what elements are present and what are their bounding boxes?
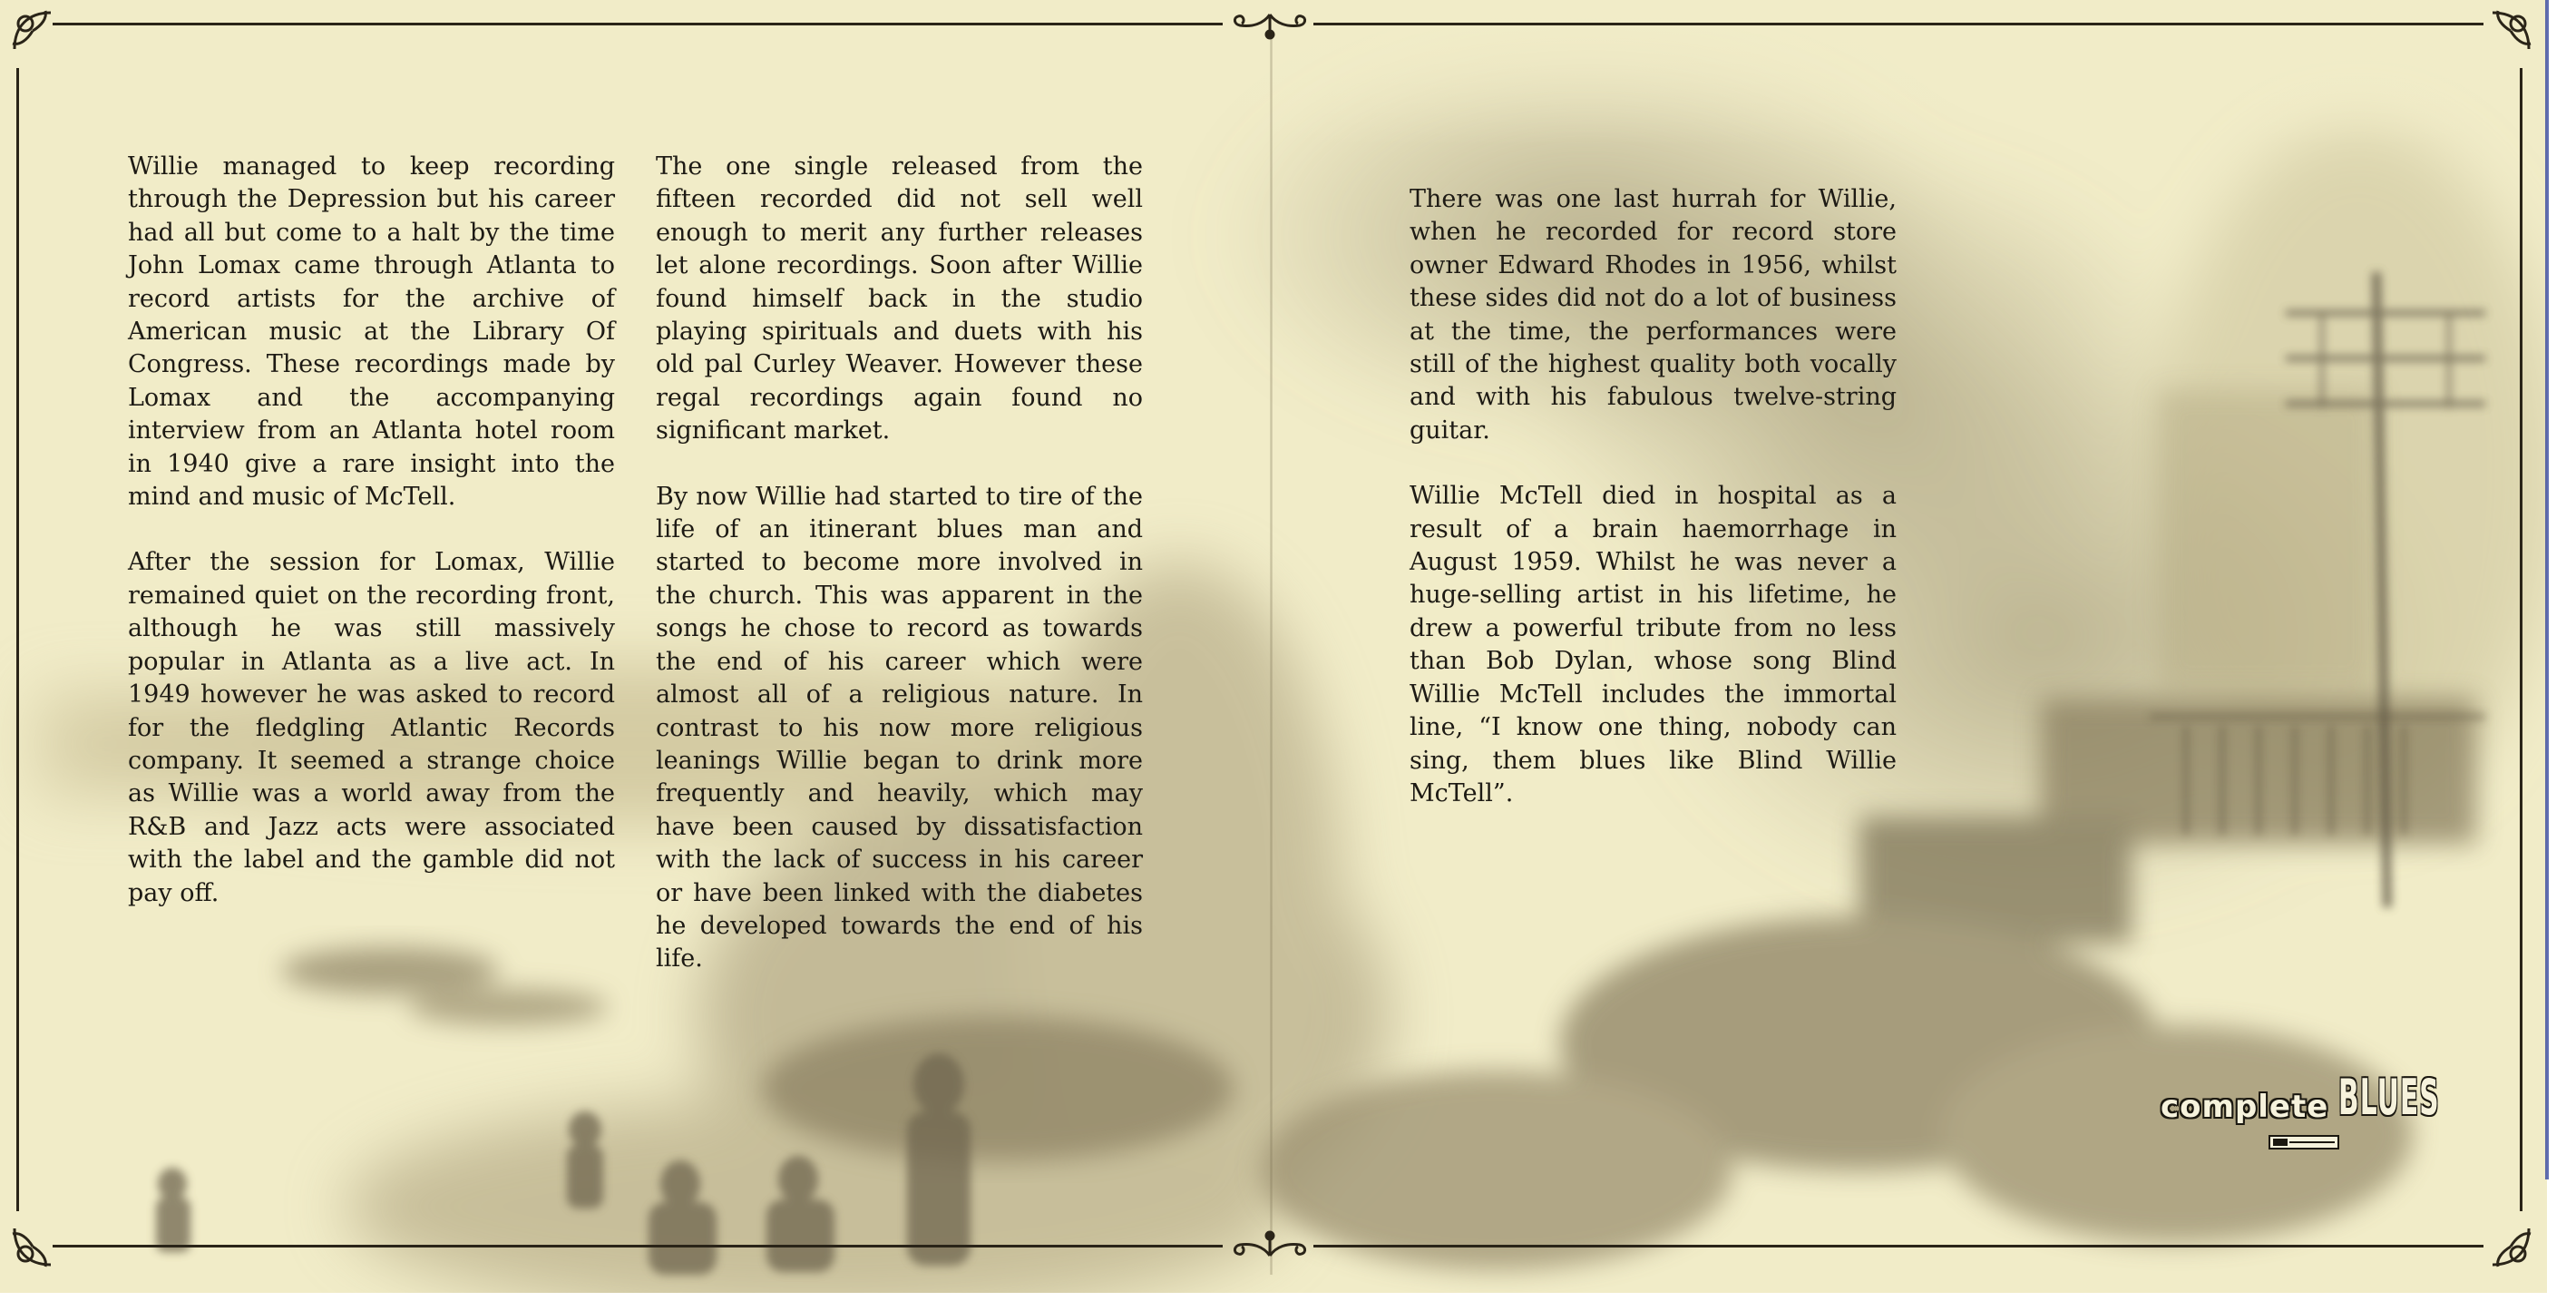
center-ornament-icon — [1229, 7, 1311, 44]
guitar-icon — [2268, 1132, 2340, 1152]
corner-ornament-icon — [2483, 4, 2538, 58]
corner-ornament-icon — [5, 1219, 60, 1274]
corner-ornament-icon — [2483, 1219, 2538, 1274]
top-border-left — [53, 23, 1223, 25]
scan-margin — [2547, 0, 2576, 1311]
paragraph: The one single released from the fifteen recorded did not sell well enough to merit any further releases let alone recordings. Soon after Willie found himself back in the studio playing spirituals and duets with his old pal Curley Weaver. However these regal recordings again found no significant market. — [656, 152, 1143, 445]
right-page-column — [1410, 183, 1897, 843]
scan-edge-line — [2545, 0, 2549, 1179]
paragraph: After the session for Lomax, Willie remained quiet on the recording front, although he was still massively popular in Atlanta as a live act. In 1949 however he was asked to record for the fledgling Atlantic Records company. It seemed a strange choice as Willie was a world away from the R&B and Jazz acts were associated with the label and the gamble did not pay off. — [128, 548, 615, 907]
complete-blues-logo — [2161, 1069, 2440, 1159]
left-border — [16, 68, 19, 1211]
left-page-column-1 — [128, 151, 615, 943]
corner-ornament-icon — [5, 4, 60, 58]
top-border-right — [1313, 23, 2483, 25]
paragraph: There was one last hurrah for Willie, when he recorded for record store owner Edward Rhodes in 1956, whilst these sides did not do a lot of business at the time, the performances were still of the highest quality both vocally and with his fabulous twelve-string guitar. — [1410, 185, 1897, 445]
paragraph: Willie managed to keep recording through the Depression but his career had all but come to a halt by the time John Lomax came through Atlanta to record artists for the archive of American music at the Library Of Congress. These recordings made by Lomax and the accompanying interview from an Atlanta hotel room in 1940 give a rare insight into the mind and music of McTell. — [128, 152, 615, 512]
right-border — [2520, 68, 2522, 1211]
center-ornament-icon — [1229, 1227, 1311, 1263]
paragraph: By now Willie had started to tire of the life of an itinerant blues man and started to become more involved in the church. This was apparent in the songs he chose to record as towards the end of his career which were almost all of a religious nature. In contrast to his now more religious leanings Willie began to drink more frequently and heavily, which may have been caused by dissatisfaction with the lack of success in his career or have been linked with the diabetes he developed towards the end of his life. — [656, 482, 1143, 973]
paragraph: Willie McTell died in hospital as a result of a brain haemorrhage in August 1959. Whilst he was never a huge-selling artist in his lifetime, he drew a powerful tribute from no less than Bob Dylan, whose song Blind Willie McTell includes the immortal line, “I know one thing, nobody can sing, them blues like Blind Willie McTell”. — [1410, 482, 1897, 807]
logo-word-complete: complete — [2161, 1089, 2329, 1125]
bottom-border-right — [1313, 1245, 2483, 1247]
logo-word-blues: BLUES — [2338, 1069, 2440, 1126]
bottom-border-left — [53, 1245, 1223, 1247]
page-fold — [1270, 36, 1273, 1275]
left-page-column-2 — [656, 151, 1143, 1009]
